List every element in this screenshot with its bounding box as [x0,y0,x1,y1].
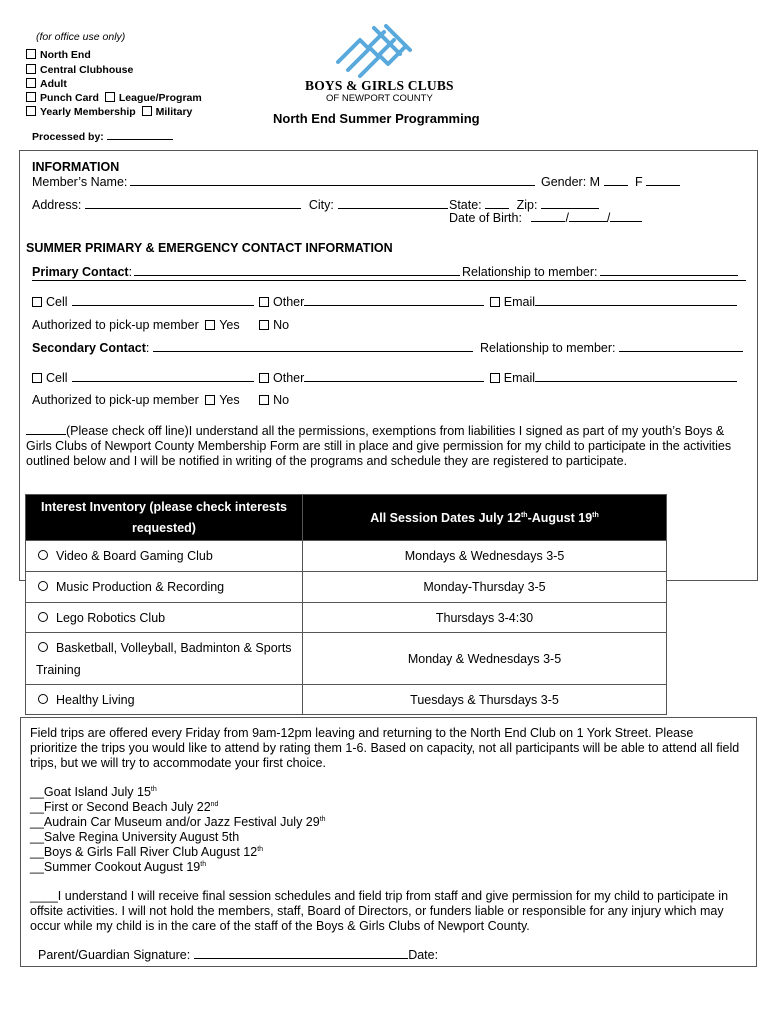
permission-line-1: (Please check off line)I understand all the permissions, exemptions from liabilities I signed as part of my youth’s Boys & [26,424,724,438]
checkbox-icon[interactable] [259,320,269,330]
trip-item[interactable]: __Salve Regina University August 5th [30,830,240,844]
interest-option[interactable]: Music Production & Recording [26,572,303,603]
table-row [26,685,667,715]
permission-line-2: Girls Clubs of Newport County Membership Form are still in place and give permission for my child to participate in the activities [26,439,732,453]
radio-circle-icon[interactable] [38,581,48,591]
checkbox-icon[interactable] [105,92,115,102]
address-field[interactable] [85,207,301,209]
dob-day-field[interactable] [569,220,607,222]
primary-other-field[interactable] [304,304,484,306]
gender-m-field[interactable] [604,184,628,186]
trip-item[interactable]: __Goat Island July 15th [30,785,157,799]
office-punch-card[interactable]: Punch Card League/Program [26,92,202,104]
office-yearly-membership[interactable]: Yearly Membership Military [26,106,192,118]
interest-option[interactable]: Lego Robotics Club [26,603,303,633]
secondary-contact-field[interactable] [153,350,473,352]
interest-header-left: Interest Inventory (please check interests requested) [26,495,303,541]
trip-item[interactable]: __First or Second Beach July 22nd [30,800,219,814]
permission-line-3: outlined below and I will be notified in writing of the programs and schedule they are registered to participate. [26,454,628,468]
primary-contact-underline [32,280,746,281]
radio-circle-icon[interactable] [38,550,48,560]
checkbox-icon[interactable] [26,92,36,102]
interest-option[interactable]: Video & Board Gaming Club [26,541,303,572]
office-adult[interactable]: Adult [26,78,67,90]
schedule-cell: Tuesdays & Thursdays 3-5 [303,685,667,715]
office-use-note: (for office use only) [36,31,126,43]
contacts-heading: SUMMER PRIMARY & EMERGENCY CONTACT INFORMATION [26,241,393,255]
signature-field[interactable] [194,957,408,959]
brand-name: BOYS & GIRLS CLUBS [305,78,454,93]
form-title: North End Summer Programming [273,111,480,126]
trips-intro-3: trips, but we will try to accommodate your first choice. [30,756,326,770]
checkbox-icon[interactable] [205,320,215,330]
city-field[interactable] [338,207,448,209]
primary-authorized-row: Authorized to pick-up member Yes No [32,318,290,332]
dob-row: Date of Birth: / / [449,211,642,225]
address-row: Address: City: [32,198,448,212]
consent-line-3: occur while my child is in the care of the staff of the Boys & Girls Clubs of Newport County. [30,919,530,933]
checkbox-icon[interactable] [26,64,36,74]
gender-f-field[interactable] [646,184,680,186]
member-name-field[interactable] [130,184,535,186]
checkbox-icon[interactable] [259,373,269,383]
zip-field[interactable] [541,207,599,209]
checkbox-icon[interactable] [32,297,42,307]
trip-item[interactable]: __Boys & Girls Fall River Club August 12th [30,845,264,859]
schedule-cell: Monday-Thursday 3-5 [303,572,667,603]
checkbox-icon[interactable] [26,106,36,116]
secondary-other-field[interactable] [304,380,484,382]
brand-sub: OF NEWPORT COUNTY [326,93,433,104]
trip-item[interactable]: __Audrain Car Museum and/or Jazz Festival July 29th [30,815,326,829]
checkbox-icon[interactable] [26,49,36,59]
trips-intro-2: prioritize the trips you would like to attend by rating them 1-6. Based on capacity, not all participants will be able to attend all field [30,741,740,755]
office-central-clubhouse[interactable]: Central Clubhouse [26,64,133,76]
table-row [26,603,667,633]
trip-item[interactable]: __Summer Cookout August 19th [30,860,207,874]
table-row [26,541,667,572]
primary-contact-field[interactable] [134,274,460,276]
secondary-relationship-field[interactable] [619,350,743,352]
office-north-end[interactable]: North End [26,49,91,61]
schedule-cell: Monday & Wednesdays 3-5 [303,633,667,685]
interest-option[interactable]: Basketball, Volleyball, Badminton & Sports Training [26,633,303,685]
secondary-email-field[interactable] [535,380,737,382]
secondary-authorized-row: Authorized to pick-up member Yes No [32,393,290,407]
member-name-row: Member’s Name: [32,175,535,189]
boys-girls-clubs-logo-icon [330,22,420,80]
dob-year-field[interactable] [610,220,642,222]
processed-by-line[interactable] [107,138,173,140]
consent-line-1: ____I understand I will receive final session schedules and field trip from staff and give permission for my child to participate in [30,889,729,903]
interest-option[interactable]: Healthy Living [26,685,303,715]
radio-circle-icon[interactable] [38,642,48,652]
checkbox-icon[interactable] [142,106,152,116]
table-row [26,572,667,603]
primary-cell-row: Cell Other Email [32,295,737,309]
primary-cell-field[interactable] [72,304,254,306]
secondary-contact-row: Secondary Contact: [32,341,473,355]
primary-contact-row: Primary Contact: [32,265,460,279]
radio-circle-icon[interactable] [38,612,48,622]
interest-header-right: All Session Dates July 12th-August 19th [303,495,667,541]
gender-row: Gender: M F [541,175,680,189]
checkbox-icon[interactable] [205,395,215,405]
consent-line-2: offsite activities. I will not hold the members, staff, Board of Directors, or funders liable or responsible for any injury which may [30,904,724,918]
primary-email-field[interactable] [535,304,737,306]
state-field[interactable] [485,207,509,209]
secondary-cell-field[interactable] [72,380,254,382]
checkbox-icon[interactable] [26,78,36,88]
radio-circle-icon[interactable] [38,694,48,704]
secondary-relationship-row: Relationship to member: [480,341,743,355]
table-row [26,633,667,685]
dob-month-field[interactable] [531,220,565,222]
interest-inventory-table [25,494,667,715]
checkbox-icon[interactable] [490,297,500,307]
schedule-cell: Thursdays 3-4:30 [303,603,667,633]
state-zip-row: State: Zip: [449,198,599,212]
processed-by: Processed by: [32,131,173,143]
checkbox-icon[interactable] [490,373,500,383]
trips-intro-1: Field trips are offered every Friday from 9am-12pm leaving and returning to the North End Club on 1 York Street. Please [30,726,694,740]
checkbox-icon[interactable] [32,373,42,383]
signature-row: Parent/Guardian Signature: Date: [38,948,439,962]
schedule-cell: Mondays & Wednesdays 3-5 [303,541,667,572]
permission-check-line[interactable] [26,433,66,435]
primary-relationship-field[interactable] [600,274,738,276]
information-heading: INFORMATION [32,160,120,174]
checkbox-icon[interactable] [259,297,269,307]
secondary-cell-row: Cell Other Email [32,371,737,385]
primary-relationship-row: Relationship to member: [462,265,738,279]
checkbox-icon[interactable] [259,395,269,405]
